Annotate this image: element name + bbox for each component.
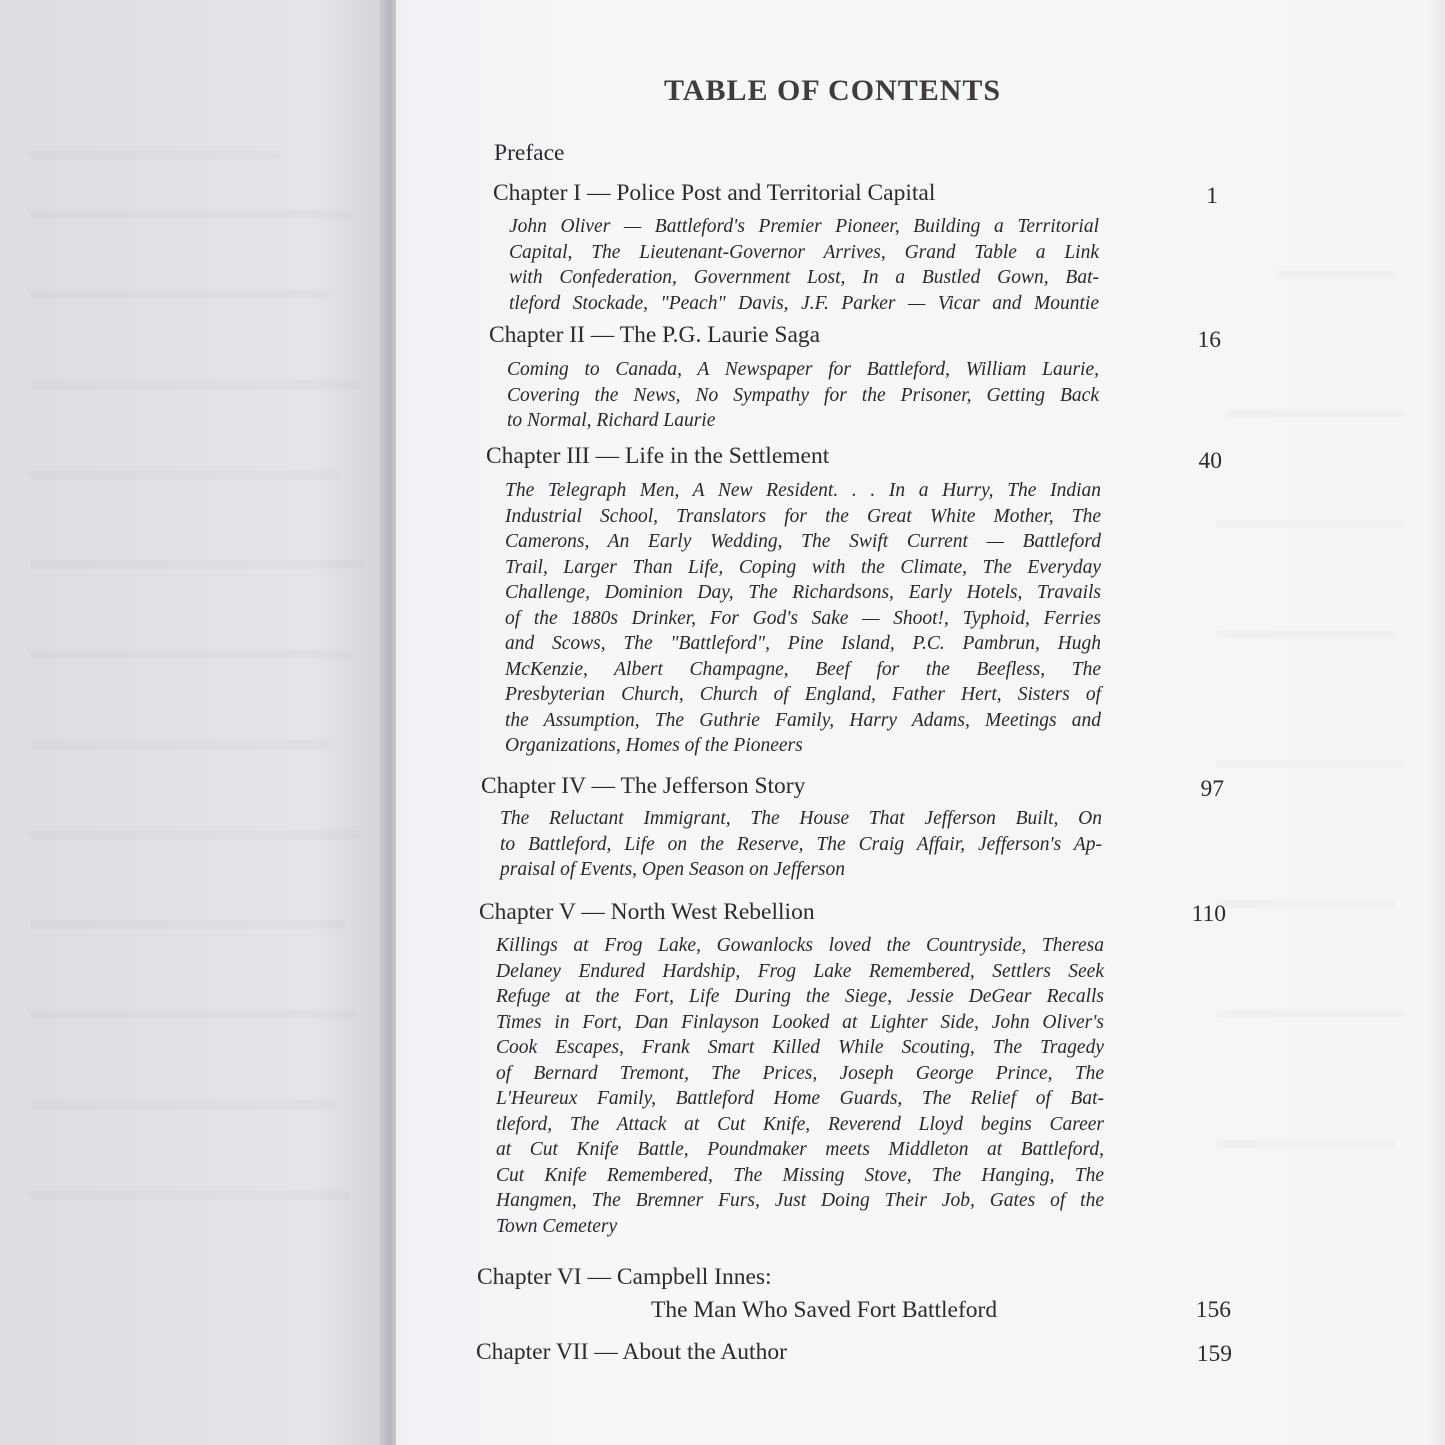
chapter-2-description xyxy=(507,357,1099,434)
toc-preface: Preface xyxy=(494,140,565,166)
chapter-5-description xyxy=(496,933,1104,1239)
chapter-4-line: The Reluctant Immigrant, The House That Jefferson Built, On xyxy=(500,808,1102,829)
chapter-3-line: Challenge, Dominion Day, The Richardsons, Early Hotels, Travails xyxy=(505,582,1101,603)
chapter-2-page: 16 xyxy=(1197,327,1221,353)
chapter-5-line: of Bernard Tremont, The Prices, Joseph George Prince, The xyxy=(496,1062,1104,1084)
chapter-2-line: Covering the News, No Sympathy for the Prisoner, Getting Back xyxy=(507,384,1099,406)
left-page xyxy=(0,0,392,1445)
chapter-3-line: and Scows, The "Battleford", Pine Island, P.C. Pambrun, Hugh xyxy=(505,633,1101,654)
chapter-3-line: Industrial School, Translators for the Great White Mother, The xyxy=(505,505,1101,527)
chapter-3-line: Camerons, An Early Wedding, The Swift Current — Battleford xyxy=(505,531,1101,552)
chapter-3-line: Presbyterian Church, Church of England, Father Hert, Sisters of xyxy=(505,684,1101,705)
chapter-5-line: Delaney Endured Hardship, Frog Lake Remembered, Settlers Seek xyxy=(496,960,1104,982)
chapter-5-line: tleford, The Attack at Cut Knife, Reverend Lloyd begins Career xyxy=(496,1113,1104,1135)
chapter-5-heading: Chapter V — North West Rebellion xyxy=(479,899,815,925)
chapter-6-page: 156 xyxy=(1195,1297,1231,1323)
chapter-3-line: McKenzie, Albert Champagne, Beef for the Beefless, The xyxy=(505,658,1101,680)
chapter-1-line: tleford Stockade, "Peach" Davis, J.F. Parker — Vicar and Mountie xyxy=(509,292,1099,314)
page-title: TABLE OF CONTENTS xyxy=(664,74,1002,107)
chapter-4-line: praisal of Events, Open Season on Jefferson xyxy=(500,859,845,880)
chapter-3-description xyxy=(505,478,1101,759)
chapter-2-heading: Chapter II — The P.G. Laurie Saga xyxy=(489,322,821,348)
chapter-1-heading: Chapter I — Police Post and Territorial Capital xyxy=(493,180,936,206)
chapter-4-description xyxy=(500,806,1102,883)
page-edge xyxy=(1427,0,1445,1445)
chapter-5-line: Cut Knife Remembered, The Missing Stove, The Hanging, The xyxy=(496,1164,1104,1186)
chapter-3-line: Trail, Larger Than Life, Coping with the Climate, The Everyday xyxy=(505,556,1101,578)
chapter-3-heading: Chapter III — Life in the Settlement xyxy=(486,443,830,469)
chapter-6-heading: Chapter VI — Campbell Innes: xyxy=(477,1264,772,1290)
chapter-5-line: Refuge at the Fort, Life During the Siege, Jessie DeGear Recalls xyxy=(496,986,1104,1007)
chapter-3-page: 40 xyxy=(1198,448,1222,474)
chapter-2-line: to Normal, Richard Laurie xyxy=(507,410,716,431)
chapter-5-line: Cook Escapes, Frank Smart Killed While Scouting, The Tragedy xyxy=(496,1037,1104,1058)
chapter-2-line: Coming to Canada, A Newspaper for Battleford, William Laurie, xyxy=(507,359,1099,380)
chapter-5-page: 110 xyxy=(1191,901,1226,927)
chapter-4-page: 97 xyxy=(1200,776,1224,802)
chapter-4-line: to Battleford, Life on the Reserve, The Craig Affair, Jefferson's Ap- xyxy=(500,833,1102,855)
chapter-5-line: Times in Fort, Dan Finlayson Looked at Lighter Side, John Oliver's xyxy=(496,1011,1104,1033)
chapter-5-line: Hangmen, The Bremner Furs, Just Doing Their Job, Gates of the xyxy=(496,1190,1104,1211)
chapter-3-line: the Assumption, The Guthrie Family, Harry Adams, Meetings and xyxy=(505,709,1101,731)
chapter-6-heading-line2: The Man Who Saved Fort Battleford xyxy=(651,1297,998,1323)
chapter-1-description xyxy=(509,214,1099,316)
chapter-3-line: of the 1880s Drinker, For God's Sake — Shoot!, Typhoid, Ferries xyxy=(505,607,1101,629)
chapter-4-heading: Chapter IV — The Jefferson Story xyxy=(481,773,806,799)
chapter-3-line: Organizations, Homes of the Pioneers xyxy=(505,735,803,756)
chapter-5-line: Town Cemetery xyxy=(496,1215,618,1237)
chapter-5-line: at Cut Knife Battle, Poundmaker meets Middleton at Battleford, xyxy=(496,1139,1104,1160)
chapter-1-page: 1 xyxy=(1206,183,1218,209)
chapter-3-line: The Telegraph Men, A New Resident. . . In a Hurry, The Indian xyxy=(505,480,1101,501)
chapter-5-line: Killings at Frog Lake, Gowanlocks loved the Countryside, Theresa xyxy=(496,935,1104,956)
chapter-1-line: with Confederation, Government Lost, In a Bustled Gown, Bat- xyxy=(509,267,1099,288)
chapter-1-line: John Oliver — Battleford's Premier Pioneer, Building a Territorial xyxy=(509,216,1099,237)
chapter-7-heading: Chapter VII — About the Author xyxy=(476,1339,787,1365)
chapter-5-line: L'Heureux Family, Battleford Home Guards, The Relief of Bat- xyxy=(496,1088,1104,1109)
chapter-7-page: 159 xyxy=(1196,1341,1232,1367)
chapter-1-line: Capital, The Lieutenant-Governor Arrives, Grand Table a Link xyxy=(509,241,1099,263)
